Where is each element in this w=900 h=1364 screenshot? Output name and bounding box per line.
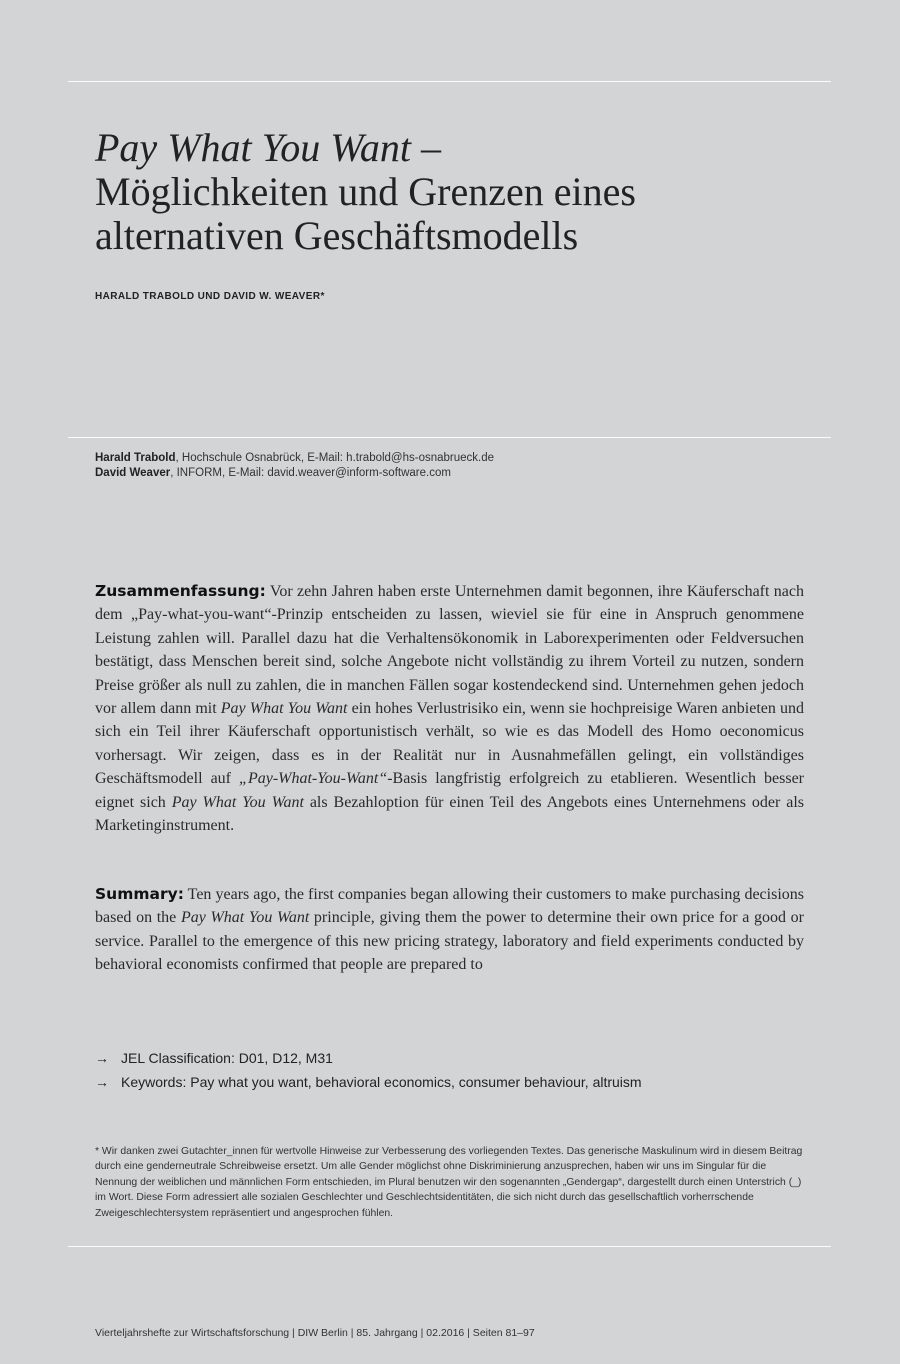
jel-classification [95,1047,642,1071]
abstract-italic: „Pay-What-You-Want“ [239,770,388,788]
summary-label: Summary: [95,885,184,903]
bottom-rule [68,1246,831,1247]
journal-footer: Vierteljahrshefte zur Wirtschaftsforschung | DIW Berlin | 85. Jahrgang | 02.2016 | Seiten 81–97 [95,1327,535,1339]
keywords-block [95,1047,642,1094]
article-title [95,126,815,258]
footnote: * Wir danken zwei Gutachter_innen für wertvolle Hinweise zur Verbesserung des vorliegenden Textes. Das generische Maskulinum wird in diesem Beitrag durch eine genderneutrale Schreibweise ersetzt. Um alle Gender möglichst ohne Diskriminierung anzusprechen, haben wir uns im Singular für die Nennung der weiblichen und männlichen Form entschieden, im Plural benutzen wir den sogenannten „Gendergap“, dargestellt durch einen Unterstrich (_) im Wort. Diese Form adressiert alle sozialen Geschlechter und Geschlechtsidentitäten, die sich nicht durch das gesellschaftlich vorherrschende Zweigeschlechtersystem repräsentiert und angesprochen fühlen. [95,1146,803,1219]
summary-text: Ten years ago, the first companies began allowing their customers to make purchasing decisions based on the [95,886,804,927]
abstract-text: Vor zehn Jahren haben erste Unternehmen damit begonnen, ihre Käuferschaft nach dem „Pay-what-you-want“-Prinzip entscheiden zu lassen, wieviel sie für eine in Anspruch genommene Leistung zahlen will. Parallel dazu hat die Verhaltensökonomik in Laborexperimenten oder Feldversuchen bestätigt, dass Menschen bereit sind, solche Angebote nicht vollständig zu ihrem Vorteil zu nutzen, sondern Preise größer als null zu zahlen, die in manchen Fällen sogar kostendeckend sind. Unternehmen gehen jedoch vor allem dann mit [95,583,804,718]
abstract-italic: Pay What You Want [171,793,304,811]
title-line-2: Möglichkeiten und Grenzen eines [95,169,636,214]
affiliation-trabold [95,451,494,466]
summary-paragraph [95,883,804,977]
abstract-text: als Bezahloption für einen Teil des Angebots eines Unternehmens oder als Marketinginstrument. [95,793,805,835]
authors-line: HARALD TRABOLD UND DAVID W. WEAVER* [95,291,325,302]
abstract-italic: Pay What You Want [220,700,348,718]
title-dash: – [410,125,441,170]
title-line-3: alternativen Geschäftsmodells [95,213,579,258]
keywords-text: Keywords: Pay what you want, behavioral economics, consumer behaviour, altruism [121,1073,642,1090]
affiliation-name: David Weaver [95,467,171,479]
affiliation-details: , INFORM, E-Mail: david.weaver@inform-software.com [170,467,451,479]
keywords-line [95,1071,642,1095]
abstract-text: ein hohes Verlustrisiko ein, wenn sie hochpreisige Waren anbieten und sich ein Teil ihrer Käuferschaft opportunistisch verhält, so wie es das Modell des Homo oeconomicus vorhersagt. Wir zeigen, dass es in der Realität nur in Ausnahmefällen gelingt, ein vollständiges Geschäftsmodell auf [95,700,804,788]
zusammenfassung-label: Zusammenfassung: [95,582,266,600]
top-rule [68,81,831,82]
zusammenfassung-paragraph [95,580,804,837]
affiliation-weaver [95,466,494,481]
title-italic: Pay What You Want [95,125,411,170]
middle-rule [68,437,831,438]
abstract-text: -Basis langfristig erfolgreich zu etablieren. Wesentlich besser eignet sich [95,770,804,811]
arrow-right-icon: → [95,1050,109,1066]
summary-text: principle, giving them the power to determine their own price for a good or service. Parallel to the emergence of this new pricing strategy, laboratory and field experiments conducted by behavioral economists confirmed that people are prepared to [95,909,805,974]
affiliations [95,451,494,481]
summary-italic: Pay What You Want [180,909,310,927]
affiliation-name: Harald Trabold [95,452,176,464]
arrow-right-icon: → [95,1073,109,1090]
affiliation-details: , Hochschule Osnabrück, E-Mail: h.trabold@hs-osnabrueck.de [175,452,495,464]
jel-text: JEL Classification: D01, D12, M31 [121,1050,333,1066]
